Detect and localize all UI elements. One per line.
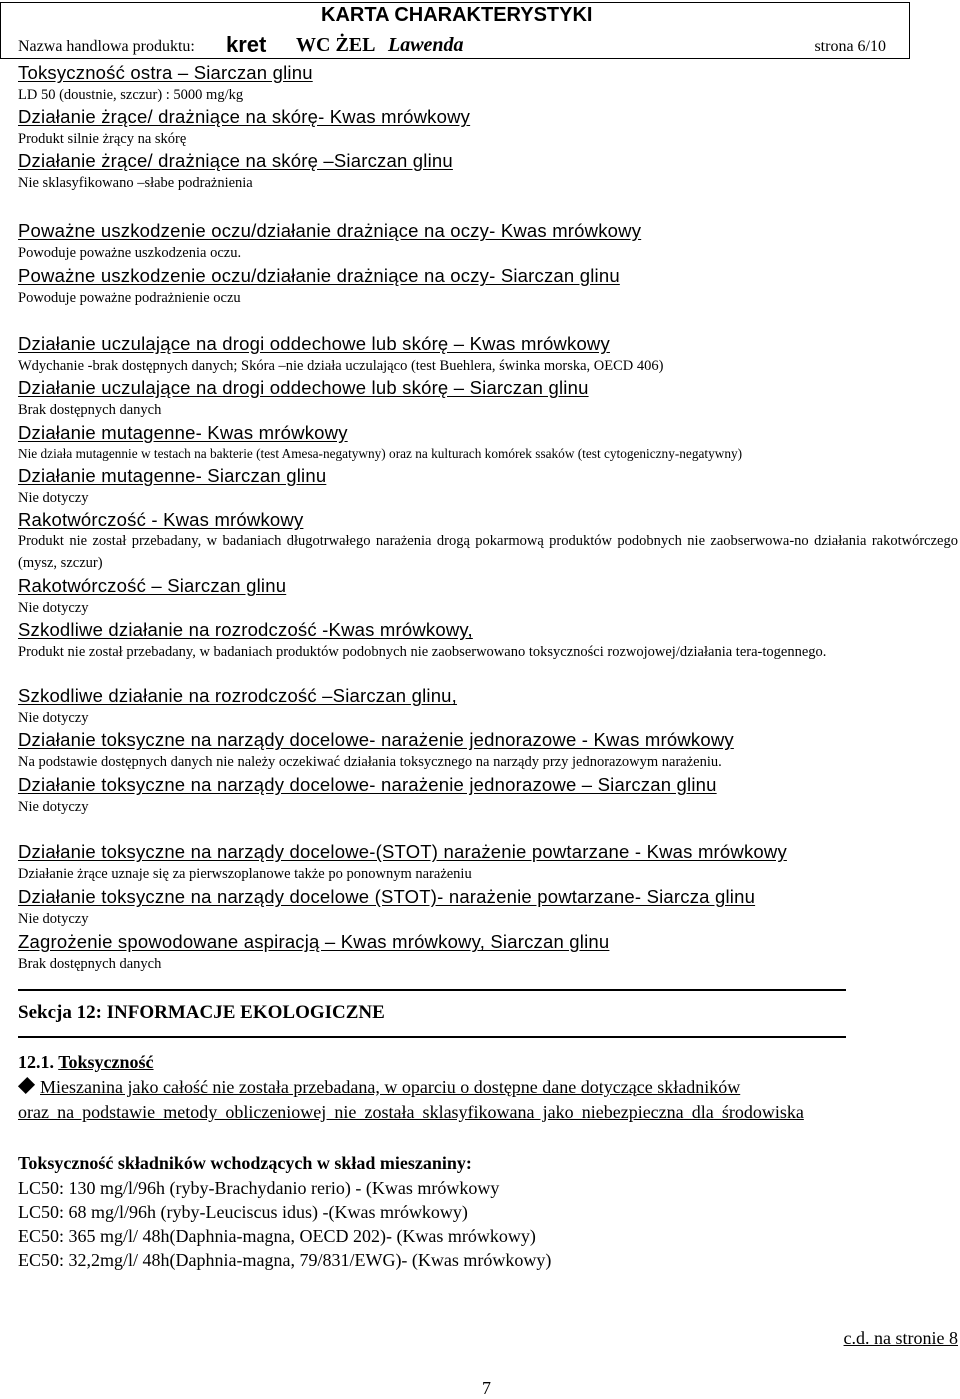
continued-on-page: c.d. na stronie 8 bbox=[843, 1328, 958, 1348]
text-line: Nie działa mutagennie w testach na bakterie (test Amesa-negatywny) oraz na kulturach komórek ssaków (test cytogeniczny-negatywny) bbox=[18, 446, 743, 461]
document-title: KARTA CHARAKTERYSTYKI bbox=[321, 4, 593, 26]
text-line: Nie dotyczy bbox=[18, 799, 89, 815]
heading-stot-repeated-aluminium: Działanie toksyczne na narządy docelowe (STOT)- narażenie powtarzane- Siarcza glinu bbox=[18, 886, 756, 907]
bullet-line-1 bbox=[18, 1077, 740, 1098]
text-paragraph: Produkt nie został przebadany, w badaniach długotrwałego narażenia drogą pokarmową produktów podobnych nie zaobserwowa-no działania rakotwórczego (mysz, szczur) bbox=[18, 533, 958, 571]
product-name-label: Nazwa handlowa produktu: bbox=[18, 38, 195, 55]
text-line: Nie dotyczy bbox=[18, 710, 89, 726]
heading-eye-damage-formic: Poważne uszkodzenie oczu/działanie drażniące na oczy- Kwas mrówkowy bbox=[18, 220, 642, 241]
heading-skin-corrosion-formic: Działanie żrące/ drażniące na skórę- Kwas mrówkowy bbox=[18, 106, 471, 127]
text-line: Powoduje poważne podrażnienie oczu bbox=[18, 290, 241, 306]
heading-eye-damage-aluminium: Poważne uszkodzenie oczu/działanie drażniące na oczy- Siarczan glinu bbox=[18, 265, 620, 286]
component-toxicity-row: EC50: 365 mg/l/ 48h(Daphnia-magna, OECD 202)- (Kwas mrówkowy) bbox=[18, 1226, 536, 1246]
text-line: Powoduje poważne uszkodzenia oczu. bbox=[18, 245, 242, 261]
component-toxicity-row: LC50: 68 mg/l/96h (ryby-Leuciscus idus) -(Kwas mrówkowy) bbox=[18, 1202, 468, 1222]
text-line: Nie dotyczy bbox=[18, 911, 89, 927]
product-name-2: WC ŻEL bbox=[296, 34, 376, 56]
text-line: Brak dostępnych danych bbox=[18, 402, 162, 418]
product-name: kret bbox=[226, 32, 267, 57]
diamond-bullet-icon bbox=[18, 1077, 35, 1094]
heading-stot-single-formic: Działanie toksyczne na narządy docelowe- narażenie jednorazowe - Kwas mrówkowy bbox=[18, 729, 734, 750]
heading-stot-single-aluminium: Działanie toksyczne na narządy docelowe- narażenie jednorazowe – Siarczan glinu bbox=[18, 774, 717, 795]
section-12-title: Sekcja 12: INFORMACJE EKOLOGICZNE bbox=[18, 1002, 385, 1023]
components-toxicity-title: Toksyczność składników wchodzących w skład mieszaniny: bbox=[18, 1153, 472, 1173]
heading-reproductive-aluminium: Szkodliwe działanie na rozrodczość –Siarczan glinu, bbox=[18, 685, 458, 706]
header-product-line bbox=[18, 32, 898, 58]
subsection-12-1 bbox=[18, 1052, 154, 1073]
text-line: Działanie żrące uznaje się za pierwszoplanowe także po ponownym narażeniu bbox=[18, 866, 472, 882]
text-line: Produkt silnie żrący na skórę bbox=[18, 131, 187, 147]
page-indicator: strona 6/10 bbox=[814, 38, 886, 55]
text-line: Brak dostępnych danych bbox=[18, 956, 162, 972]
bullet-line-2: oraz na podstawie metody obliczeniowej nie została sklasyfikowana jako niebezpieczna dla środowiska bbox=[18, 1102, 804, 1122]
heading-carcinogenicity-formic: Rakotwórczość - Kwas mrówkowy bbox=[18, 509, 304, 530]
text-line: LD 50 (doustnie, szczur) : 5000 mg/kg bbox=[18, 87, 244, 103]
text-paragraph: Produkt nie został przebadany, w badaniach produktów podobnych nie zaobserwowano toksyczności rozwojowej/działania tera-togennego. bbox=[18, 644, 827, 660]
page-number: 7 bbox=[482, 1378, 491, 1398]
text-line: Nie sklasyfikowano –słabe podrażnienia bbox=[18, 175, 253, 191]
text-line: Na podstawie dostępnych danych nie należy oczekiwać działania toksycznego na narządy przy jednorazowym narażeniu. bbox=[18, 754, 722, 770]
heading-acute-toxicity: Toksyczność ostra – Siarczan glinu bbox=[18, 62, 313, 83]
heading-aspiration-hazard: Zagrożenie spowodowane aspiracją – Kwas mrówkowy, Siarczan glinu bbox=[18, 931, 610, 952]
heading-mutagenicity-formic: Działanie mutagenne- Kwas mrówkowy bbox=[18, 422, 348, 443]
heading-sensitisation-aluminium: Działanie uczulające na drogi oddechowe lub skórę – Siarczan glinu bbox=[18, 377, 589, 398]
text-line: Nie dotyczy bbox=[18, 600, 89, 616]
section-divider-bottom bbox=[18, 1036, 846, 1038]
component-toxicity-row: LC50: 130 mg/l/96h (ryby-Brachydanio rerio) - (Kwas mrówkowy bbox=[18, 1178, 500, 1198]
heading-reproductive-formic: Szkodliwe działanie na rozrodczość -Kwas mrówkowy, bbox=[18, 619, 473, 640]
component-toxicity-row: EC50: 32,2mg/l/ 48h(Daphnia-magna, 79/831/EWG)- (Kwas mrówkowy) bbox=[18, 1250, 552, 1270]
product-brand: Lawenda bbox=[388, 34, 464, 56]
heading-carcinogenicity-aluminium: Rakotwórczość – Siarczan glinu bbox=[18, 575, 287, 596]
heading-stot-repeated-formic: Działanie toksyczne na narządy docelowe-(STOT) narażenie powtarzane - Kwas mrówkowy bbox=[18, 841, 787, 862]
text-line: Nie dotyczy bbox=[18, 490, 89, 506]
subsection-title: Toksyczność bbox=[58, 1052, 154, 1072]
heading-skin-corrosion-aluminium: Działanie żrące/ drażniące na skórę –Siarczan glinu bbox=[18, 150, 453, 171]
heading-sensitisation-formic: Działanie uczulające na drogi oddechowe lub skórę – Kwas mrówkowy bbox=[18, 333, 610, 354]
subsection-number: 12.1. bbox=[18, 1052, 54, 1072]
bullet-text-1: Mieszanina jako całość nie została przebadana, w oparciu o dostępne dane dotyczące składników bbox=[40, 1077, 741, 1097]
text-line: Wdychanie -brak dostępnych danych; Skóra –nie działa uczulająco (test Buehlera, świnka morska, OECD 406) bbox=[18, 358, 664, 374]
heading-mutagenicity-aluminium: Działanie mutagenne- Siarczan glinu bbox=[18, 465, 327, 486]
section-divider-top bbox=[18, 989, 846, 991]
